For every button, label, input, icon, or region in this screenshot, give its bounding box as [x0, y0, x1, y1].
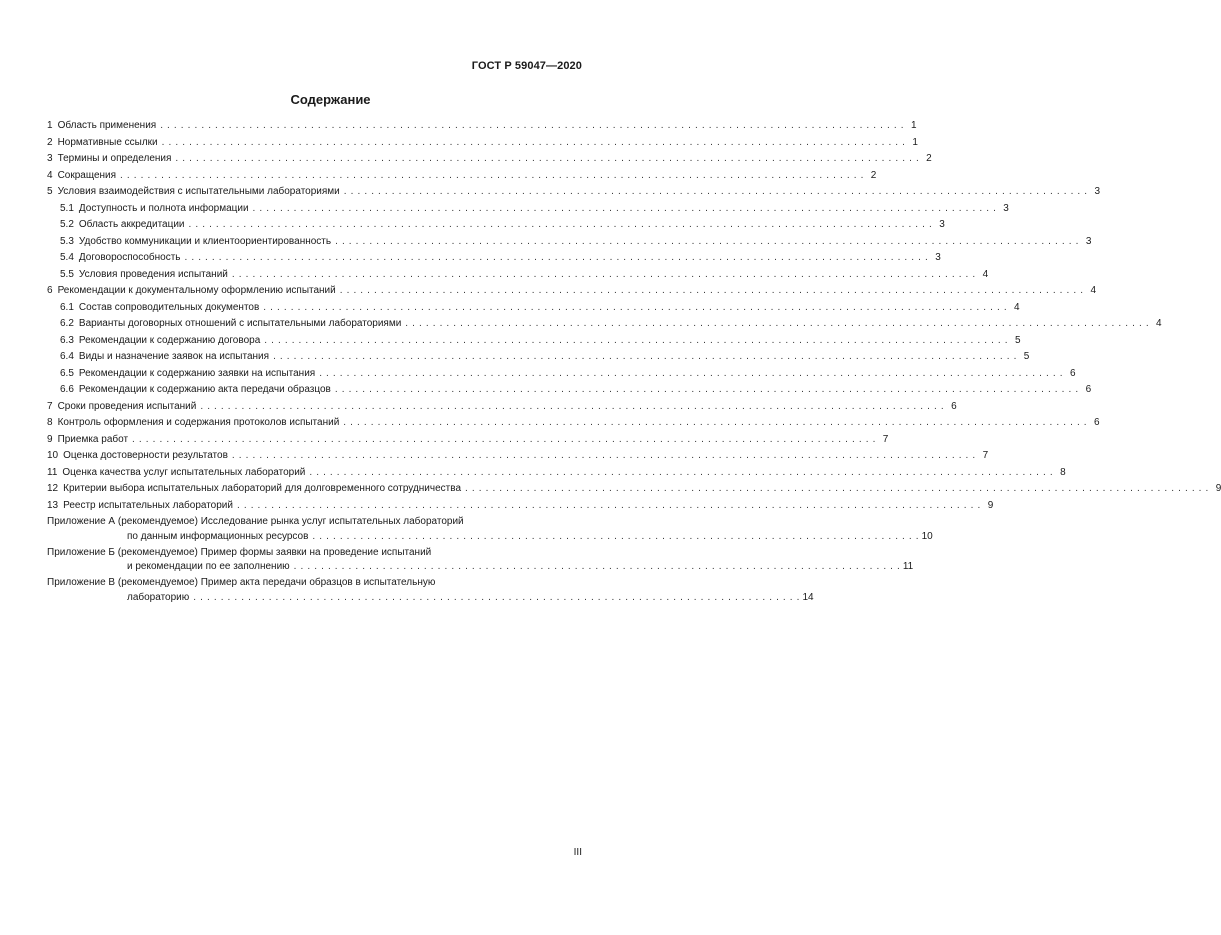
toc-entry-page: 3: [935, 252, 941, 263]
toc-entry[interactable]: [47, 481, 1221, 498]
page-number-roman: III: [573, 847, 582, 858]
toc-entry-title: Условия проведения испытаний: [78, 268, 228, 280]
toc-entry[interactable]: [47, 118, 917, 135]
toc-entry[interactable]: [47, 283, 1097, 300]
toc-dot-leader: [160, 118, 903, 135]
toc-entry-page: 3: [1085, 235, 1092, 247]
toc-entry-page: 6: [1085, 384, 1092, 395]
toc-entry-number: 2: [47, 136, 53, 148]
toc-dot-leader: [264, 333, 1007, 350]
toc-entry[interactable]: [47, 201, 1009, 218]
appendix-title-line1: Приложение Б (рекомендуемое) Пример формы заявки на проведение испытаний: [47, 546, 432, 558]
toc-entry-title: Виды и назначение заявок на испытания: [78, 351, 270, 362]
toc-entry-title: Состав сопроводительных документов: [78, 301, 260, 313]
toc-entry-title: Оценка качества услуг испытательных лабораторий: [62, 466, 306, 478]
appendix-title-line1: Приложение В (рекомендуемое) Пример акта передачи образцов в испытательную: [47, 577, 436, 588]
toc-dot-leader: [232, 448, 975, 465]
toc-entry-title: Удобство коммуникации и клиентоориентированность: [78, 235, 332, 247]
toc-entry[interactable]: [47, 300, 1020, 317]
toc-dot-leader: [335, 382, 1078, 399]
toc-entry-number: 6.1: [60, 301, 74, 313]
toc-dot-leader: [175, 151, 918, 168]
toc-dot-leader: [232, 267, 975, 284]
toc-entry-title: Рекомендации к содержанию договора: [78, 334, 261, 346]
toc-entry-title: Термины и определения: [57, 153, 172, 164]
toc-entry-number: 6.6: [60, 384, 74, 395]
toc-entry-page: 6: [1094, 417, 1100, 428]
toc-dot-leader: [340, 283, 1083, 300]
toc-entry[interactable]: [47, 316, 1162, 333]
toc-entry-page: 5: [1023, 351, 1030, 362]
toc-entry-number: 5.5: [60, 268, 74, 280]
toc-dot-leader: [309, 465, 1052, 482]
toc-dot-leader: [312, 530, 918, 545]
appendix-title-line2-row: [47, 560, 914, 575]
toc-entry[interactable]: [47, 267, 989, 284]
toc-entry-number: 9: [47, 433, 53, 445]
toc-entry-number: 5.1: [60, 202, 74, 214]
toc-entry-page: 4: [1156, 318, 1162, 329]
toc-entry-page: 8: [1060, 466, 1066, 478]
toc-entry-page: 3: [1003, 202, 1009, 214]
toc-entry-page: 1: [910, 120, 917, 131]
toc-entry-title: Сокращения: [57, 169, 117, 181]
appendix-title-line1: Приложение А (рекомендуемое) Исследование рынка услуг испытательных лабораторий: [47, 516, 464, 527]
toc-entry-number: 3: [47, 153, 53, 164]
toc-entry[interactable]: [47, 415, 1100, 432]
appendix-title-line2-row: [47, 530, 933, 545]
appendix-page: 11: [902, 561, 914, 572]
toc-entry-page: 4: [1090, 285, 1097, 296]
toc-entry-number: 6.4: [60, 351, 74, 362]
toc-entry-number: 10: [47, 450, 59, 461]
toc-entry-page: 7: [882, 433, 889, 445]
toc-dot-leader: [200, 399, 943, 416]
toc-entry[interactable]: [47, 234, 1092, 251]
toc-entry[interactable]: [47, 217, 945, 234]
toc-dot-leader: [162, 135, 905, 152]
toc-dot-leader: [184, 250, 927, 267]
toc-entry[interactable]: [47, 432, 889, 449]
toc-entry-title: Контроль оформления и содержания протоколов испытаний: [57, 417, 340, 428]
toc-entry-title: Оценка достоверности результатов: [63, 450, 228, 461]
toc-dot-leader: [193, 591, 799, 606]
toc-entry-number: 4: [47, 169, 53, 181]
toc-entry[interactable]: [47, 151, 932, 168]
toc-entry-number: 5: [47, 186, 53, 197]
toc-entry-title: Условия взаимодействия с испытательными лабораториями: [57, 186, 340, 197]
toc-entry-number: 6.2: [60, 318, 74, 329]
toc-entry-page: 2: [926, 153, 932, 164]
toc-entry-page: 6: [951, 400, 957, 412]
toc-dot-leader: [253, 201, 996, 218]
toc-entry-title: Критерии выбора испытательных лабораторий для долговременного сотрудничества: [63, 483, 462, 494]
toc-entry-title: Договороспособность: [78, 252, 181, 263]
toc-entry-title: Нормативные ссылки: [57, 136, 158, 148]
toc-entry[interactable]: [47, 498, 994, 515]
toc-entry-title: Рекомендации к содержанию заявки на испытания: [78, 367, 316, 379]
toc-entry-number: 6.3: [60, 334, 74, 346]
toc-entry-page: 5: [1015, 334, 1021, 346]
toc-appendix-entry[interactable]: [47, 546, 914, 576]
appendix-page: 14: [802, 591, 814, 603]
toc-entry-page: 9: [1215, 483, 1221, 494]
appendix-title-line2: лабораторию: [127, 591, 190, 603]
toc-entry-page: 4: [1014, 301, 1020, 313]
toc-entry-page: 2: [870, 169, 877, 181]
toc-entry[interactable]: [47, 135, 918, 152]
toc-entry-number: 6: [47, 285, 53, 296]
toc-entry-page: 3: [939, 219, 945, 230]
toc-entry[interactable]: [47, 465, 1066, 482]
toc-entry-number: 5.4: [60, 252, 74, 263]
toc-dot-leader: [132, 432, 875, 449]
toc-entry-title: Приемка работ: [57, 433, 129, 445]
toc-entry-title: Рекомендации к документальному оформлению испытаний: [57, 285, 336, 296]
toc-dot-leader: [189, 217, 932, 234]
toc-entry-title: Варианты договорных отношений с испытательными лабораториями: [78, 318, 402, 329]
toc-entry-number: 7: [47, 400, 53, 412]
toc-entry[interactable]: [47, 250, 941, 267]
toc-dot-leader: [405, 316, 1148, 333]
toc-entry-page: 6: [1069, 367, 1076, 379]
toc-appendix-entry[interactable]: [47, 576, 814, 606]
appendix-title-line2: по данным информационных ресурсов: [127, 530, 309, 542]
toc-entry-title: Область применения: [57, 120, 157, 131]
toc-dot-leader: [120, 168, 863, 185]
appendix-title-line2: и рекомендации по ее заполнению: [127, 561, 290, 572]
toc-entry-page: 9: [987, 499, 994, 511]
appendix-title-line2-row: [47, 591, 814, 606]
toc-entry-title: Реестр испытательных лабораторий: [63, 499, 233, 511]
toc-dot-leader: [344, 184, 1087, 201]
toc-entry-page: 4: [982, 268, 989, 280]
toc-entry-page: 3: [1094, 186, 1101, 197]
toc-appendix-entry[interactable]: [47, 515, 933, 545]
toc-entry[interactable]: [47, 349, 1030, 366]
toc-dot-leader: [237, 498, 980, 515]
toc-entry[interactable]: [47, 399, 957, 416]
toc-entry-title: Доступность и полнота информации: [78, 202, 249, 214]
toc-entry-title: Рекомендации к содержанию акта передачи образцов: [78, 384, 331, 395]
toc-entry-number: 5.3: [60, 235, 74, 247]
toc-dot-leader: [319, 366, 1062, 383]
toc-entry-number: 8: [47, 417, 53, 428]
toc-entry-number: 12: [47, 483, 59, 494]
toc-dot-leader: [294, 560, 900, 575]
toc-entry-number: 1: [47, 120, 53, 131]
toc-entry[interactable]: [47, 366, 1076, 383]
toc-entry[interactable]: [47, 184, 1101, 201]
toc-entry-number: 11: [47, 466, 58, 478]
appendix-page: 10: [921, 530, 933, 542]
toc-entry[interactable]: [47, 168, 877, 185]
toc-entry-title: Сроки проведения испытаний: [57, 400, 197, 412]
toc-entry-number: 5.2: [60, 219, 74, 230]
toc-dot-leader: [263, 300, 1006, 317]
toc-dot-leader: [335, 234, 1078, 251]
toc-entry-number: 6.5: [60, 367, 74, 379]
document-code: ГОСТ Р 59047—2020: [471, 60, 582, 72]
toc-entry-page: 7: [982, 450, 989, 461]
toc-entry-title: Область аккредитации: [78, 219, 185, 230]
toc-dot-leader: [343, 415, 1086, 432]
toc-dot-leader: [465, 481, 1208, 498]
toc-entry[interactable]: [47, 382, 1092, 399]
toc-dot-leader: [273, 349, 1016, 366]
table-of-contents: [47, 118, 1221, 606]
toc-entry-page: 1: [912, 136, 918, 148]
toc-entry[interactable]: [47, 448, 989, 465]
toc-title: Содержание: [290, 92, 371, 107]
toc-entry-number: 13: [47, 499, 59, 511]
toc-entry[interactable]: [47, 333, 1021, 350]
